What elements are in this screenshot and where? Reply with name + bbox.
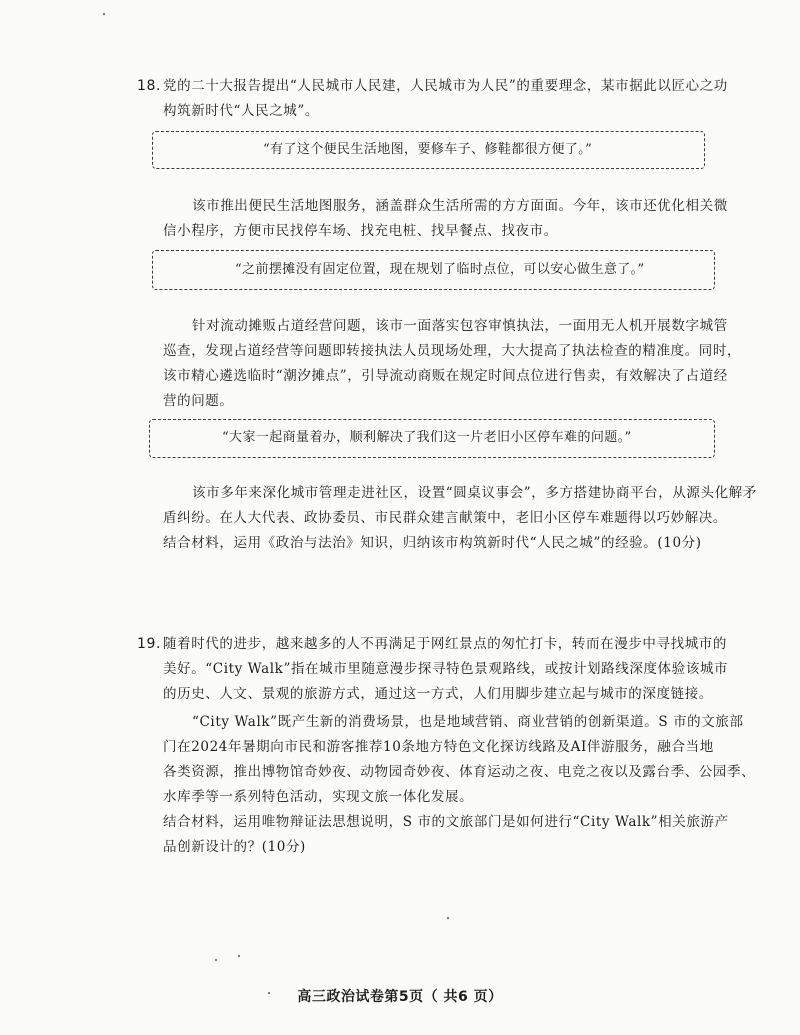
quote-box-1 (152, 131, 705, 169)
q18-para3-line2: 盾纠纷。在人大代表、政协委员、市民群众建言献策中，老旧小区停车难题得以巧妙解决。 (163, 510, 727, 526)
q18-para1-line1: 该市推出便民生活地图服务，涵盖群众生活所需的方方面面。今年，该市还优化相关微 (192, 198, 728, 214)
q18-para1-line2: 信小程序，方便市民找停车场、找充电桩、找早餐点、找夜市。 (163, 223, 558, 239)
quote-1: “有了这个便民生活地图，要修车子、修鞋都很方便了。” (263, 142, 593, 157)
q19-line7: 水库季等一系列特色活动，实现文旅一体化发展。 (163, 789, 474, 805)
q19-line3: 的历史、人文、景观的旅游方式，通过这一方式，人们用脚步建立起与城市的深度链接。 (163, 686, 713, 702)
q18-number: 18. (137, 78, 162, 94)
quote-box-3 (149, 419, 715, 458)
q19-line1: 随着时代的进步，越来越多的人不再满足于网红景点的匆忙打卡，转而在漫步中寻找城市的 (163, 636, 727, 652)
q18-para2-line4: 营的问题。 (163, 393, 234, 409)
q18-intro-line1: 党的二十大报告提出“人民城市人民建，人民城市为人民”的重要理念，某市据此以匠心之功 (163, 78, 728, 94)
scan-speck (103, 13, 105, 15)
q18-para2-line3: 该市精心遴选临时“潮汐摊点”，引导流动商贩在规定时间点位进行售卖，有效解决了占道经 (163, 368, 728, 384)
q18-para2-line2: 巡查，发现占道经营等问题即转接执法人员现场处理，大大提高了执法检查的精准度。同时， (163, 343, 742, 359)
q19-line2: 美好。“City Walk”指在城市里随意漫步探寻特色景观路线，或按计划路线深度体验该城市 (163, 661, 729, 677)
q19-line6: 各类资源，推出博物馆奇妙夜、动物园奇妙夜、体育运动之夜、电竞之夜以及露台季、公园季、 (163, 764, 756, 780)
q18-task: 结合材料，运用《政治与法治》知识，归纳该市构筑新时代“人民之城”的经验。(10分) (163, 535, 702, 551)
q18-para2-line1: 针对流动摊贩占道经营问题，该市一面落实包容审慎执法，一面用无人机开展数字城管 (192, 318, 728, 334)
q18-para3-line1: 该市多年来深化城市管理走进社区，设置“圆桌议事会”，多方搭建协商平台，从源头化解矛 (192, 485, 757, 501)
scan-speck (447, 917, 449, 919)
quote-3: “大家一起商量着办，顺利解决了我们这一片老旧小区停车难的问题。” (222, 430, 632, 445)
scan-speck (215, 959, 217, 961)
q19-task-line1: 结合材料，运用唯物辩证法思想说明，S 市的文旅部门是如何进行“City Walk”相关旅游产 (163, 814, 729, 830)
q19-line5: 门在2024年暑期向市民和游客推荐10条地方特色文化探访线路及AI伴游服务，融合当地 (163, 739, 714, 755)
q19-line4: “City Walk”既产生新的消费场景，也是地域营销、商业营销的创新渠道。S 市的文旅部 (192, 714, 744, 730)
quote-box-2 (152, 250, 715, 290)
q19-number: 19. (137, 636, 162, 652)
scan-speck (238, 955, 240, 957)
quote-2: “之前摆摊没有固定位置，现在规划了临时点位，可以安心做生意了。” (235, 262, 645, 277)
page-footer: 高三政治试卷第5页（ 共6 页） (297, 989, 503, 1005)
q18-intro-line2: 构筑新时代“人民之城”。 (163, 103, 320, 119)
q19-task-line2: 品创新设计的？(10分) (163, 839, 306, 855)
